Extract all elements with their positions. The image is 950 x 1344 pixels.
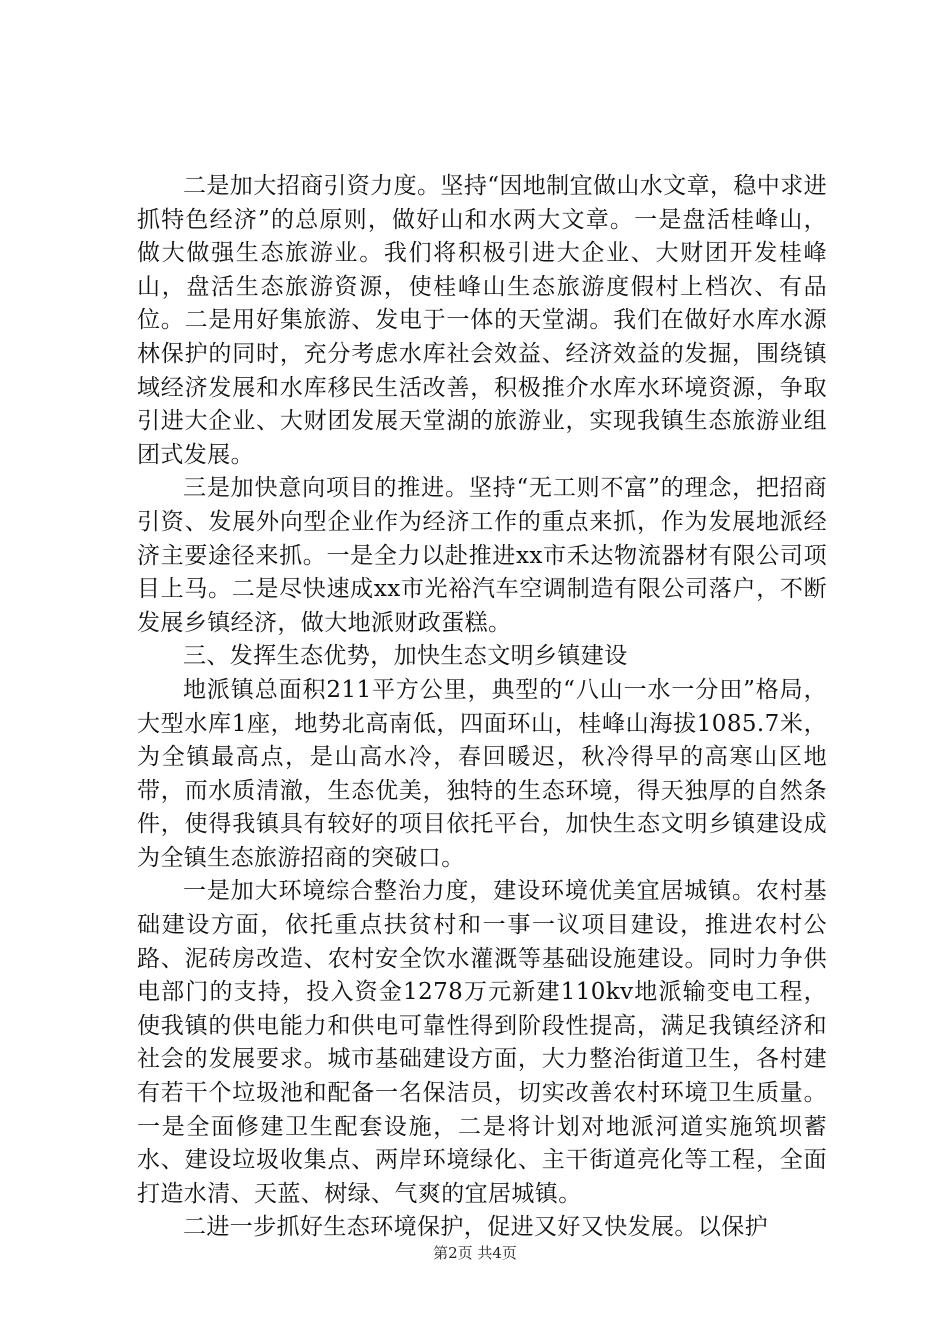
paragraph-environment-improvement: 一是加大环境综合整治力度，建设环境优美宜居城镇。农村基础建设方面，依托重点扶贫村和一事一议项目建设，推进农村公路、泥砖房改造、农村安全饮水灌溉等基础设施建设。同时力争供电部门的支持，投入资金1278万元新建110kv地派输变电工程，使我镇的供电能力和供电可靠性得到阶段性提高，满足我镇经济和社会的发展要求。城市基础建设方面，大力整治街道卫生，各村建有若干个垃圾池和配备一名保洁员，切实改善农村环境卫生质量。一是全面修建卫生配套设施，二是将计划对地派河道实施筑坝蓄水、建设垃圾收集点、两岸环境绿化、主干街道亮化等工程，全面打造水清、天蓝、树绿、气爽的宜居城镇。 bbox=[137, 878, 827, 1207]
document-body bbox=[137, 170, 827, 1245]
paragraph-investment-attraction: 二是加大招商引资力度。坚持“因地制宜做山水文章，稳中求进抓特色经济”的总原则，做好山和水两大文章。一是盘活桂峰山，做大做强生态旅游业。我们将积极引进大企业、大财团开发桂峰山，盘活生态旅游资源，使桂峰山生态旅游度假村上档次、有品位。二是用好集旅游、发电于一体的天堂湖。我们在做好水库水源林保护的同时，充分考虑水库社会效益、经济效益的发掘，围绕镇域经济发展和水库移民生活改善，积极推介水库水环境资源，争取引进大企业、大财团发展天堂湖的旅游业，实现我镇生态旅游业组团式发展。 bbox=[137, 173, 827, 468]
section-heading-ecological: 三、发挥生态优势，加快生态文明乡镇建设 bbox=[183, 643, 628, 670]
paragraph-intended-projects: 三是加快意向项目的推进。坚持“无工则不富”的理念，把招商引资、发展外向型企业作为经济工作的重点来抓，作为发展地派经济主要途径来抓。一是全力以赴推进xx市禾达物流器材有限公司项目上马。二是尽快速成xx市光裕汽车空调制造有限公司落户，不断发展乡镇经济，做大地派财政蛋糕。 bbox=[137, 475, 827, 636]
page-footer: 第2页 共4页 bbox=[433, 1244, 517, 1262]
paragraph-environment-protection: 二进一步抓好生态环境保护，促进又好又快发展。以保护 bbox=[183, 1214, 768, 1241]
paragraph-town-overview: 地派镇总面积211平方公里，典型的“八山一水一分田”格局，大型水库1座，地势北高南低，四面环山，桂峰山海拔1085.7米，为全镇最高点，是山高水冷，春回暖迟，秋冷得早的高寒山区地带，而水质清澈，生态优美，独特的生态环境，得天独厚的自然条件，使得我镇具有较好的项目依托平台，加快生态文明乡镇建设成为全镇生态旅游招商的突破口。 bbox=[137, 676, 827, 871]
